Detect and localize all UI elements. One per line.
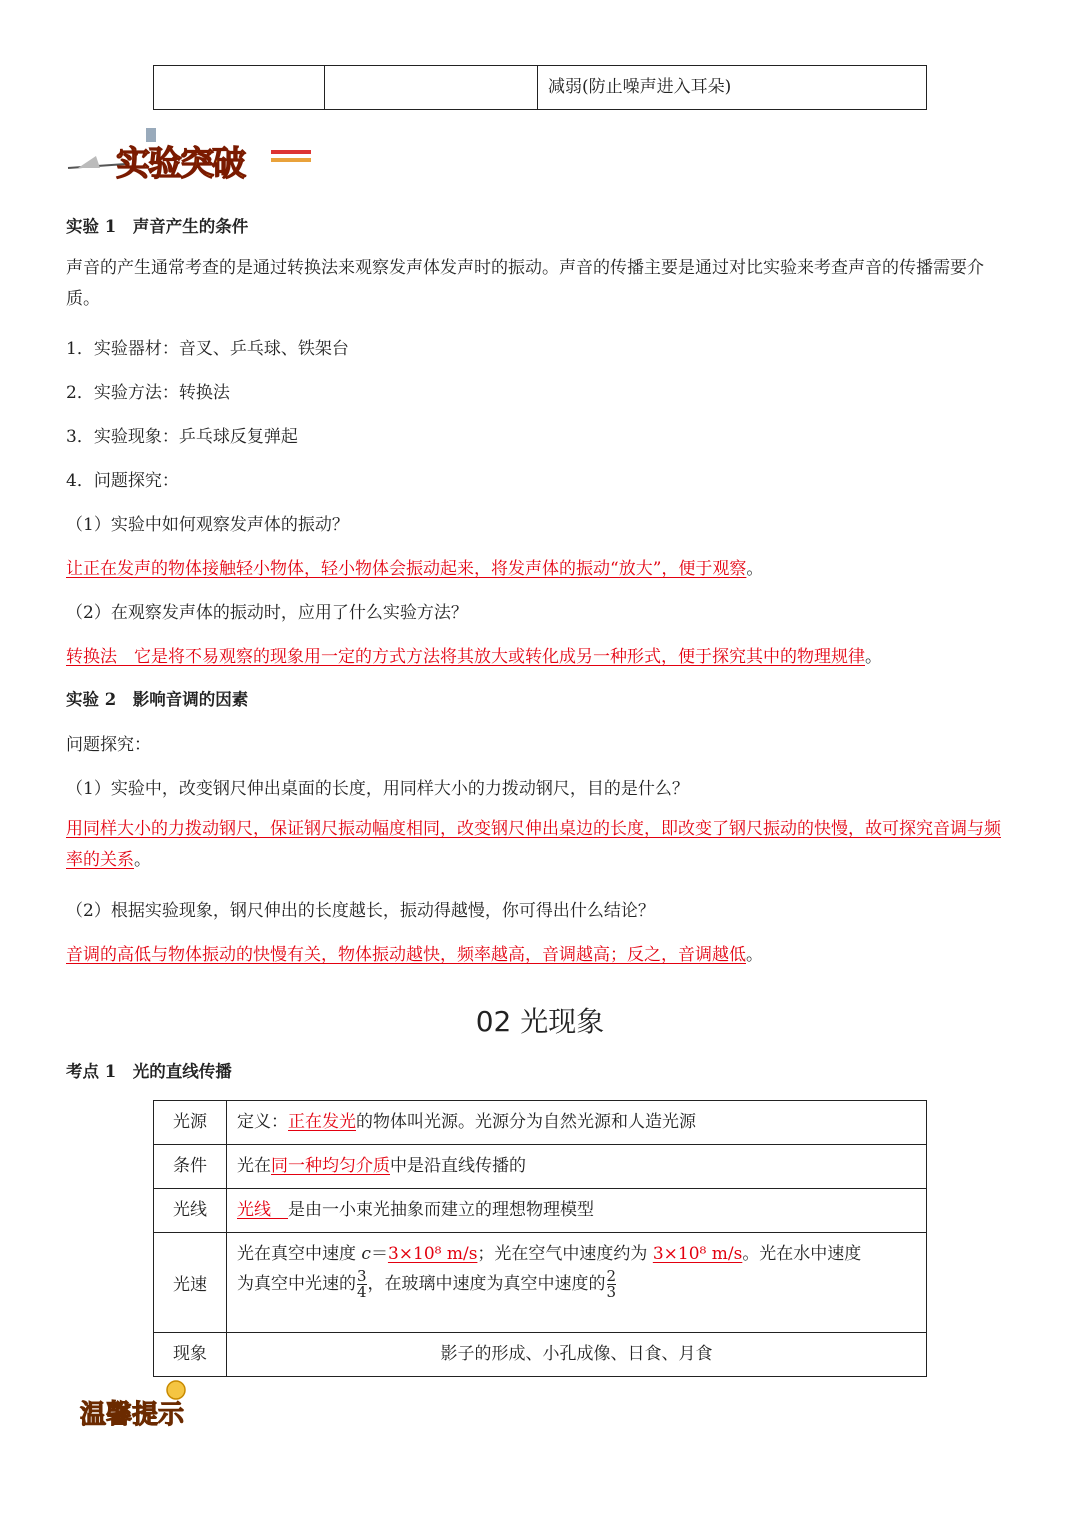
exp2-answer-2: 音调的高低与物体振动的快慢有关，物体振动越快，频率越高，音调越高；反之，音调越低 [66,945,746,965]
period: 。 [134,850,151,870]
row-body-condition [227,1145,927,1189]
light-table-row-source [154,1101,927,1145]
light-table-row-condition [154,1145,927,1189]
ray-answer: 光线 [237,1200,288,1220]
exp1-question-2: （2）在观察发声体的振动时，应用了什么实验方法？ [66,603,468,623]
condition-text-pre: 光在 [237,1156,271,1176]
point1-title: 考点 1 光的直线传播 [66,1062,232,1081]
exp1-item-3: 3．实验现象：乒乓球反复弹起 [66,427,298,447]
speed-text-5: ，在玻璃中速度为真空中速度的 [367,1274,606,1294]
row-body-source [227,1101,927,1145]
row-body-speed [227,1233,927,1333]
section-title: 02 光现象 [475,1005,605,1038]
row-head-phenomena: 现象 [154,1333,227,1377]
speed-symbol-c: c [361,1244,371,1264]
fraction-water-den: 4 [357,1283,367,1301]
exp2-label: 问题探究： [66,735,151,755]
exp2-answer-2-row [66,940,763,965]
condition-answer: 同一种均匀介质 [271,1156,390,1176]
exp2-title: 实验 2 影响音调的因素 [66,690,249,709]
exp2-question-2: （2）根据实验现象，钢尺伸出的长度越长，振动得越慢，你可得出什么结论？ [66,901,655,921]
source-text-pre: 定义： [237,1112,288,1132]
fraction-water [357,1269,367,1300]
fraction-glass-den: 3 [606,1283,617,1301]
banner-text: 实验突破 [116,144,244,184]
exp1-intro: 声音的产生通常考查的是通过转换法来观察发声体发声时的振动。声音的传播主要是通过对比实验来考查声音的传播需要介质。 [66,258,984,309]
top-table-cell-2 [325,66,538,110]
top-table [153,65,927,110]
experiment-banner-logo [66,120,316,190]
period: 。 [746,559,764,579]
ray-text-post: 是由一小束光抽象而建立的理想物理模型 [288,1200,594,1220]
light-table-row-speed [154,1233,927,1333]
speed-text-4: 为真空中光速的 [237,1274,356,1294]
period: 。 [746,945,763,965]
exp1-item-2: 2．实验方法：转换法 [66,383,230,403]
source-answer: 正在发光 [288,1112,356,1132]
exp1-answer-2: 转换法 它是将不易观察的现象用一定的方式方法将其放大或转化成另一种形式，便于探究其中的物理规律 [66,647,865,667]
top-table-cell-3: 减弱(防止噪声进入耳朵) [538,66,927,110]
light-table-row-phenomena [154,1333,927,1377]
row-body-ray [227,1189,927,1233]
exp1-item-4: 4．问题探究： [66,471,179,491]
row-head-source: 光源 [154,1101,227,1145]
row-head-speed: 光速 [154,1233,227,1333]
speed-equals: ＝ [370,1244,388,1264]
exp2-question-1: （1）实验中，改变钢尺伸出桌面的长度，用同样大小的力拨动钢尺，目的是什么？ [66,779,689,799]
speed-air-answer: 3×10⁸ m/s [652,1244,743,1264]
speed-text-2: ；光在空气中速度约为 [477,1244,653,1264]
exp1-answer-1: 让正在发声的物体接触轻小物体，轻小物体会振动起来，将发声体的振动“放大”，便于观察 [66,559,747,579]
fraction-water-num: 3 [357,1267,367,1285]
exp2-answer-1: 用同样大小的力拨动钢尺，保证钢尺振动幅度相同，改变钢尺伸出桌边的长度，即改变了钢尺振动的快慢，故可探究音调与频率的关系 [66,819,1001,870]
row-head-ray: 光线 [154,1189,227,1233]
fraction-glass [607,1269,617,1300]
speed-text-1: 光在真空中速度 [237,1244,362,1264]
source-text-post: 的物体叫光源。光源分为自然光源和人造光源 [356,1112,696,1132]
period: 。 [865,647,882,667]
tip-logo [78,1378,208,1438]
speed-vacuum-answer: 3×10⁸ m/s [387,1244,478,1264]
light-table-row-ray [154,1189,927,1233]
row-body-phenomena: 影子的形成、小孔成像、日食、月食 [227,1333,927,1377]
top-table-cell-1 [154,66,325,110]
exp1-answer-1-row [66,554,763,579]
condition-text-post: 中是沿直线传播的 [390,1156,526,1176]
exp1-title: 实验 1 声音产生的条件 [66,217,249,236]
tip-text: 温馨提示 [80,1400,185,1430]
speed-text-3: 。光在水中速度 [742,1244,862,1264]
exp1-question-1: （1）实验中如何观察发声体的振动？ [66,515,349,535]
fraction-glass-num: 2 [606,1267,617,1285]
exp2-answer-1-row [66,814,1016,876]
exp1-item-1: 1．实验器材：音叉、乒乓球、铁架台 [66,339,349,359]
row-head-condition: 条件 [154,1145,227,1189]
light-table [153,1100,927,1377]
exp1-answer-2-row [66,642,882,667]
